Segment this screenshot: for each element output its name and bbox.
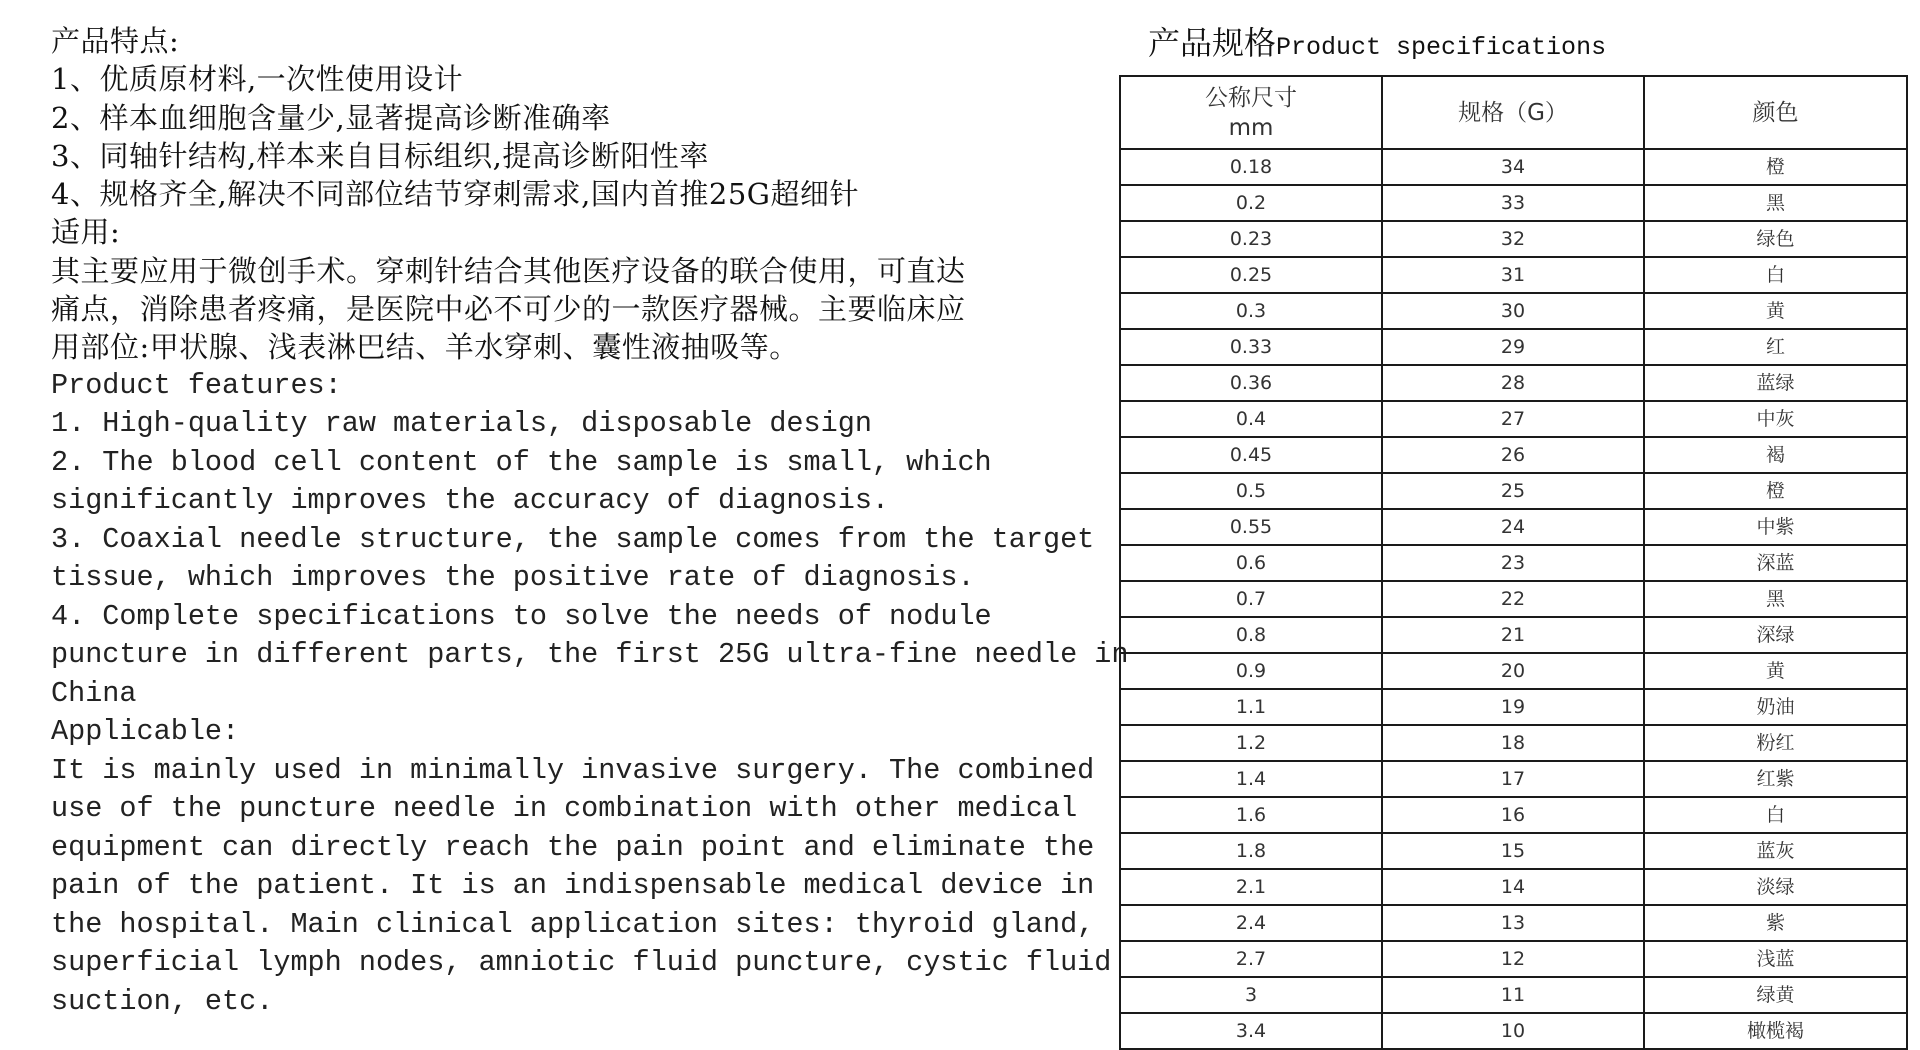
cell-nominal-size: 0.25 [1120, 257, 1382, 293]
cell-color: 黑 [1644, 185, 1907, 221]
english-description [51, 367, 1129, 1022]
table-row [1120, 257, 1907, 293]
spec-table [1119, 75, 1908, 1050]
cell-nominal-size: 0.23 [1120, 221, 1382, 257]
cell-color: 橄榄褐 [1644, 1013, 1907, 1049]
spec-title-en: Product specifications [1276, 33, 1607, 62]
table-row [1120, 689, 1907, 725]
text-line: It is mainly used in minimally invasive surgery. The combined [51, 753, 1095, 787]
table-row [1120, 329, 1907, 365]
cell-color: 粉红 [1644, 725, 1907, 761]
text-line: 痛点，消除患者疼痛，是医院中必不可少的一款医疗器械。主要临床应 [51, 292, 966, 327]
cell-color: 橙 [1644, 149, 1907, 185]
cell-color: 蓝绿 [1644, 365, 1907, 401]
cell-gauge: 33 [1382, 185, 1644, 221]
cell-gauge: 27 [1382, 401, 1644, 437]
text-line: puncture in different parts, the first 25G ultra-fine needle in [51, 638, 1129, 672]
table-row [1120, 725, 1907, 761]
cell-color: 白 [1644, 257, 1907, 293]
cell-color: 中紫 [1644, 509, 1907, 545]
text-line: 2、样本血细胞含量少,显著提高诊断准确率 [51, 100, 611, 135]
table-row [1120, 905, 1907, 941]
table-row [1120, 545, 1907, 581]
cell-color: 深绿 [1644, 617, 1907, 653]
text-line: 用部位:甲状腺、浅表淋巴结、羊水穿刺、囊性液抽吸等。 [51, 330, 799, 365]
cell-nominal-size: 0.8 [1120, 617, 1382, 653]
cell-nominal-size: 0.36 [1120, 365, 1382, 401]
cell-nominal-size: 2.1 [1120, 869, 1382, 905]
text-line: superficial lymph nodes, amniotic fluid puncture, cystic fluid [51, 946, 1112, 980]
cell-gauge: 21 [1382, 617, 1644, 653]
cell-color: 浅蓝 [1644, 941, 1907, 977]
cell-color: 红紫 [1644, 761, 1907, 797]
cell-nominal-size: 0.6 [1120, 545, 1382, 581]
spec-title-zh: 产品规格 [1148, 24, 1277, 62]
text-line: 4、规格齐全,解决不同部位结节穿刺需求,国内首推25G超细针 [51, 177, 859, 212]
table-row [1120, 293, 1907, 329]
cell-gauge: 28 [1382, 365, 1644, 401]
cell-color: 褐 [1644, 437, 1907, 473]
cell-color: 黄 [1644, 293, 1907, 329]
text-line: 1、优质原材料,一次性使用设计 [51, 62, 464, 97]
cell-gauge: 29 [1382, 329, 1644, 365]
cell-color: 深蓝 [1644, 545, 1907, 581]
cell-nominal-size: 0.7 [1120, 581, 1382, 617]
cell-nominal-size: 0.5 [1120, 473, 1382, 509]
table-row [1120, 617, 1907, 653]
cell-gauge: 32 [1382, 221, 1644, 257]
text-line: 4. Complete specifications to solve the needs of nodule [51, 599, 992, 633]
cell-nominal-size: 0.2 [1120, 185, 1382, 221]
cell-gauge: 10 [1382, 1013, 1644, 1049]
cell-nominal-size: 0.45 [1120, 437, 1382, 473]
table-row [1120, 581, 1907, 617]
table-row [1120, 977, 1907, 1013]
cell-nominal-size: 3 [1120, 977, 1382, 1013]
table-row [1120, 365, 1907, 401]
text-line: tissue, which improves the positive rate of diagnosis. [51, 561, 975, 595]
spec-header-row [1120, 76, 1907, 149]
cell-color: 红 [1644, 329, 1907, 365]
cell-gauge: 11 [1382, 977, 1644, 1013]
cell-gauge: 26 [1382, 437, 1644, 473]
text-line: Applicable: [51, 715, 240, 749]
text-line: 产品特点: [51, 24, 180, 58]
text-line: 1. High-quality raw materials, disposable design [51, 407, 872, 441]
table-row [1120, 401, 1907, 437]
cell-gauge: 31 [1382, 257, 1644, 293]
cell-color: 淡绿 [1644, 869, 1907, 905]
cell-color: 紫 [1644, 905, 1907, 941]
cell-color: 奶油 [1644, 689, 1907, 725]
cell-color: 绿色 [1644, 221, 1907, 257]
cell-nominal-size: 0.9 [1120, 653, 1382, 689]
text-line: use of the puncture needle in combination with other medical [51, 792, 1078, 826]
cell-color: 绿黄 [1644, 977, 1907, 1013]
text-line: 3. Coaxial needle structure, the sample comes from the target [51, 522, 1095, 556]
text-line: 3、同轴针结构,样本来自目标组织,提高诊断阳性率 [51, 138, 709, 173]
cell-gauge: 30 [1382, 293, 1644, 329]
table-row [1120, 941, 1907, 977]
text-line: suction, etc. [51, 984, 274, 1018]
text-line: the hospital. Main clinical application sites: thyroid gland, [51, 907, 1095, 941]
header-nominal-size-label: 公称尺寸 [1205, 84, 1297, 111]
cell-color: 中灰 [1644, 401, 1907, 437]
cell-nominal-size: 1.6 [1120, 797, 1382, 833]
cell-nominal-size: 1.1 [1120, 689, 1382, 725]
header-nominal-size [1120, 76, 1382, 149]
cell-gauge: 24 [1382, 509, 1644, 545]
table-row [1120, 509, 1907, 545]
cell-color: 橙 [1644, 473, 1907, 509]
table-row [1120, 149, 1907, 185]
cell-gauge: 17 [1382, 761, 1644, 797]
cell-gauge: 23 [1382, 545, 1644, 581]
cell-color: 黑 [1644, 581, 1907, 617]
text-line: 适用: [51, 215, 121, 250]
cell-gauge: 20 [1382, 653, 1644, 689]
cell-nominal-size: 3.4 [1120, 1013, 1382, 1049]
cell-nominal-size: 0.4 [1120, 401, 1382, 437]
cell-color: 白 [1644, 797, 1907, 833]
cell-gauge: 22 [1382, 581, 1644, 617]
chinese-description [51, 22, 1081, 367]
cell-gauge: 15 [1382, 833, 1644, 869]
text-line: 2. The blood cell content of the sample is small, which [51, 445, 992, 479]
cell-nominal-size: 1.2 [1120, 725, 1382, 761]
product-description [51, 22, 1129, 1021]
cell-gauge: 19 [1382, 689, 1644, 725]
header-gauge: 规格（G） [1382, 76, 1644, 149]
cell-gauge: 25 [1382, 473, 1644, 509]
header-nominal-size-unit: mm [1228, 114, 1274, 141]
cell-nominal-size: 0.18 [1120, 149, 1382, 185]
cell-color: 黄 [1644, 653, 1907, 689]
text-line: pain of the patient. It is an indispensable medical device in [51, 869, 1095, 903]
cell-nominal-size: 1.4 [1120, 761, 1382, 797]
spec-title [1148, 18, 1606, 64]
spec-table-body [1120, 149, 1907, 1049]
table-row [1120, 833, 1907, 869]
table-row [1120, 437, 1907, 473]
table-row [1120, 797, 1907, 833]
cell-gauge: 34 [1382, 149, 1644, 185]
table-row [1120, 1013, 1907, 1049]
cell-nominal-size: 2.4 [1120, 905, 1382, 941]
cell-nominal-size: 0.3 [1120, 293, 1382, 329]
table-row [1120, 869, 1907, 905]
text-line: China [51, 676, 137, 710]
cell-gauge: 14 [1382, 869, 1644, 905]
cell-gauge: 12 [1382, 941, 1644, 977]
text-line: significantly improves the accuracy of diagnosis. [51, 484, 890, 518]
cell-gauge: 16 [1382, 797, 1644, 833]
text-line: 其主要应用于微创手术。穿刺针结合其他医疗设备的联合使用，可直达 [51, 253, 966, 288]
table-row [1120, 653, 1907, 689]
header-color: 颜色 [1644, 76, 1907, 149]
table-row [1120, 185, 1907, 221]
cell-nominal-size: 2.7 [1120, 941, 1382, 977]
table-row [1120, 221, 1907, 257]
text-line: Product features: [51, 368, 342, 402]
cell-gauge: 18 [1382, 725, 1644, 761]
table-row [1120, 473, 1907, 509]
text-line: equipment can directly reach the pain point and eliminate the [51, 830, 1095, 864]
cell-nominal-size: 0.33 [1120, 329, 1382, 365]
cell-nominal-size: 1.8 [1120, 833, 1382, 869]
cell-color: 蓝灰 [1644, 833, 1907, 869]
cell-nominal-size: 0.55 [1120, 509, 1382, 545]
cell-gauge: 13 [1382, 905, 1644, 941]
table-row [1120, 761, 1907, 797]
